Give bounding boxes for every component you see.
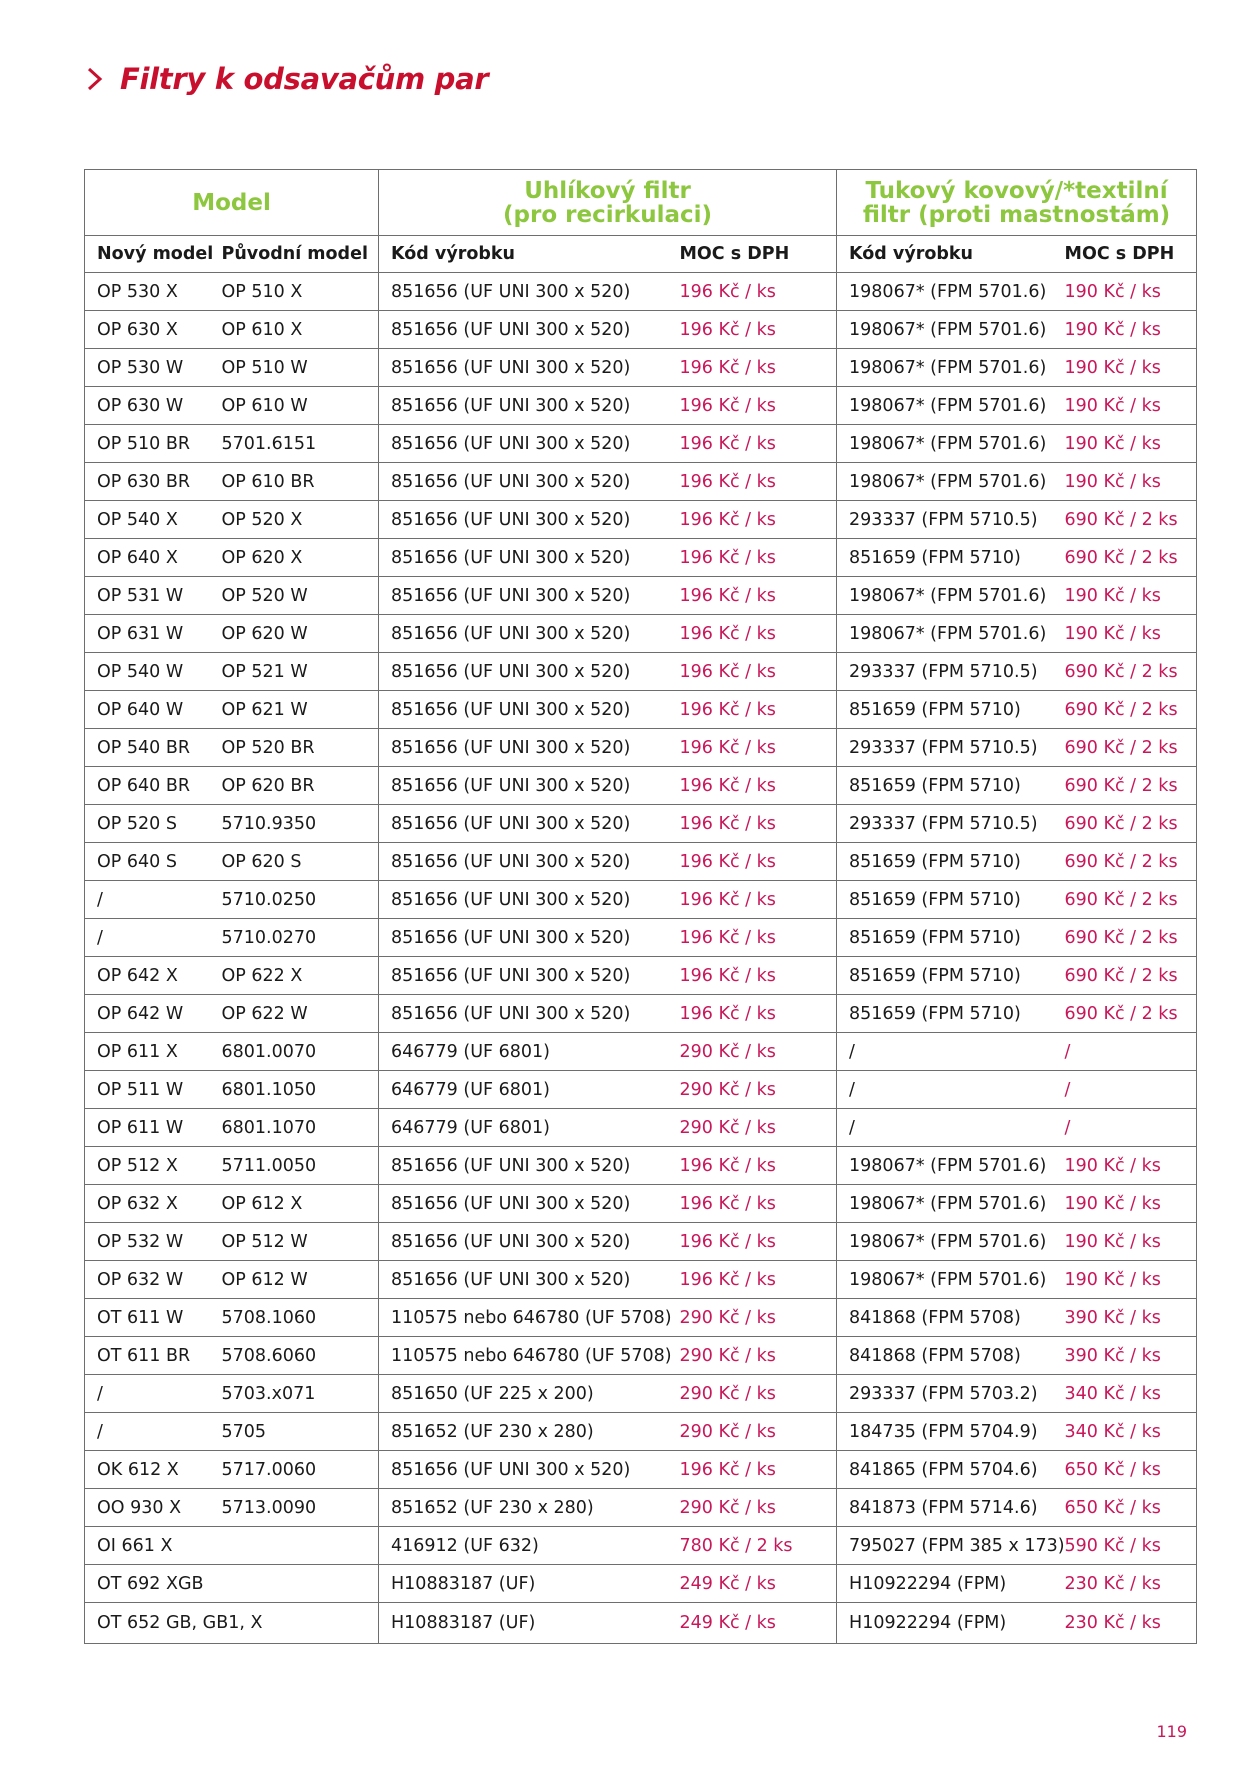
cell-grease-price: 190 Kč / ks bbox=[1065, 425, 1197, 463]
table-row bbox=[85, 1375, 1197, 1413]
cell-carbon-code: 851656 (UF UNI 300 x 520) bbox=[379, 729, 680, 767]
cell-new-model: OP 540 W bbox=[85, 653, 222, 691]
cell-grease-code: 293337 (FPM 5710.5) bbox=[837, 729, 1065, 767]
cell-grease-code: 851659 (FPM 5710) bbox=[837, 843, 1065, 881]
cell-carbon-code: 851656 (UF UNI 300 x 520) bbox=[379, 1223, 680, 1261]
table-row bbox=[85, 805, 1197, 843]
cell-grease-code: 851659 (FPM 5710) bbox=[837, 995, 1065, 1033]
cell-original-model: OP 622 W bbox=[222, 995, 379, 1033]
cell-carbon-code: 851656 (UF UNI 300 x 520) bbox=[379, 1261, 680, 1299]
cell-new-model: OP 642 X bbox=[85, 957, 222, 995]
cell-grease-code: 841868 (FPM 5708) bbox=[837, 1337, 1065, 1375]
cell-original-model: OP 612 W bbox=[222, 1261, 379, 1299]
cell-new-model: OP 630 X bbox=[85, 311, 222, 349]
cell-original-model: 5711.0050 bbox=[222, 1147, 379, 1185]
table-row bbox=[85, 995, 1197, 1033]
col-header-new-model: Nový model bbox=[85, 236, 222, 273]
cell-new-model: OO 930 X bbox=[85, 1489, 222, 1527]
table-row bbox=[85, 463, 1197, 501]
cell-original-model: OP 520 BR bbox=[222, 729, 379, 767]
cell-original-model: 5710.0250 bbox=[222, 881, 379, 919]
cell-grease-price: 190 Kč / ks bbox=[1065, 387, 1197, 425]
cell-grease-price: 190 Kč / ks bbox=[1065, 1261, 1197, 1299]
group-header-model: Model bbox=[85, 170, 379, 236]
cell-carbon-price: 196 Kč / ks bbox=[680, 767, 837, 805]
cell-carbon-price: 196 Kč / ks bbox=[680, 425, 837, 463]
cell-new-model: OT 611 W bbox=[85, 1299, 222, 1337]
cell-carbon-code: 851656 (UF UNI 300 x 520) bbox=[379, 995, 680, 1033]
cell-carbon-price: 196 Kč / ks bbox=[680, 919, 837, 957]
cell-carbon-price: 196 Kč / ks bbox=[680, 349, 837, 387]
cell-original-model: OP 622 X bbox=[222, 957, 379, 995]
table-row bbox=[85, 273, 1197, 311]
table-row bbox=[85, 1109, 1197, 1147]
cell-carbon-price: 196 Kč / ks bbox=[680, 1261, 837, 1299]
cell-carbon-code: 851656 (UF UNI 300 x 520) bbox=[379, 273, 680, 311]
table-row bbox=[85, 501, 1197, 539]
cell-carbon-price: 290 Kč / ks bbox=[680, 1109, 837, 1147]
cell-grease-price: 390 Kč / ks bbox=[1065, 1299, 1197, 1337]
cell-carbon-code: 851656 (UF UNI 300 x 520) bbox=[379, 539, 680, 577]
cell-new-model: OP 611 W bbox=[85, 1109, 222, 1147]
col-header-grease-price: MOC s DPH bbox=[1065, 236, 1197, 273]
table-row bbox=[85, 881, 1197, 919]
cell-carbon-code: 851656 (UF UNI 300 x 520) bbox=[379, 653, 680, 691]
cell-new-model: OP 540 X bbox=[85, 501, 222, 539]
cell-carbon-code: 851656 (UF UNI 300 x 520) bbox=[379, 691, 680, 729]
cell-carbon-code: 851656 (UF UNI 300 x 520) bbox=[379, 349, 680, 387]
cell-carbon-price: 196 Kč / ks bbox=[680, 1147, 837, 1185]
cell-original-model: OP 520 W bbox=[222, 577, 379, 615]
column-header-row bbox=[85, 236, 1197, 273]
cell-carbon-price: 290 Kč / ks bbox=[680, 1413, 837, 1451]
cell-carbon-price: 196 Kč / ks bbox=[680, 615, 837, 653]
cell-carbon-code: 851652 (UF 230 x 280) bbox=[379, 1413, 680, 1451]
table-row bbox=[85, 1071, 1197, 1109]
table-row bbox=[85, 767, 1197, 805]
cell-original-model: 6801.0070 bbox=[222, 1033, 379, 1071]
table-row bbox=[85, 349, 1197, 387]
cell-grease-price: 690 Kč / 2 ks bbox=[1065, 881, 1197, 919]
table-row bbox=[85, 919, 1197, 957]
table-row bbox=[85, 1033, 1197, 1071]
cell-carbon-code: 851656 (UF UNI 300 x 520) bbox=[379, 881, 680, 919]
cell-grease-code: 198067* (FPM 5701.6) bbox=[837, 615, 1065, 653]
table-row bbox=[85, 957, 1197, 995]
table-row bbox=[85, 729, 1197, 767]
table-row bbox=[85, 1337, 1197, 1375]
cell-carbon-price: 196 Kč / ks bbox=[680, 843, 837, 881]
cell-carbon-price: 196 Kč / ks bbox=[680, 501, 837, 539]
cell-carbon-code: H10883187 (UF) bbox=[379, 1603, 680, 1644]
cell-carbon-code: 416912 (UF 632) bbox=[379, 1527, 680, 1565]
cell-original-model bbox=[222, 1565, 379, 1603]
cell-carbon-code: 851656 (UF UNI 300 x 520) bbox=[379, 767, 680, 805]
table-row bbox=[85, 539, 1197, 577]
cell-original-model: OP 620 W bbox=[222, 615, 379, 653]
table-row bbox=[85, 1489, 1197, 1527]
table-row bbox=[85, 615, 1197, 653]
cell-grease-price: 690 Kč / 2 ks bbox=[1065, 691, 1197, 729]
col-header-original-model: Původní model bbox=[222, 236, 379, 273]
cell-carbon-code: 646779 (UF 6801) bbox=[379, 1109, 680, 1147]
cell-grease-price: 690 Kč / 2 ks bbox=[1065, 995, 1197, 1033]
cell-original-model: 5701.6151 bbox=[222, 425, 379, 463]
cell-original-model: 5710.0270 bbox=[222, 919, 379, 957]
cell-carbon-price: 249 Kč / ks bbox=[680, 1565, 837, 1603]
cell-original-model: 5705 bbox=[222, 1413, 379, 1451]
cell-grease-code: 851659 (FPM 5710) bbox=[837, 539, 1065, 577]
cell-carbon-code: 851656 (UF UNI 300 x 520) bbox=[379, 1147, 680, 1185]
cell-original-model: OP 510 W bbox=[222, 349, 379, 387]
cell-carbon-code: 851656 (UF UNI 300 x 520) bbox=[379, 1185, 680, 1223]
cell-grease-code: / bbox=[837, 1109, 1065, 1147]
cell-original-model bbox=[222, 1527, 379, 1565]
cell-grease-code: 841865 (FPM 5704.6) bbox=[837, 1451, 1065, 1489]
cell-carbon-price: 196 Kč / ks bbox=[680, 729, 837, 767]
table-row bbox=[85, 1147, 1197, 1185]
cell-original-model: 6801.1070 bbox=[222, 1109, 379, 1147]
cell-grease-price: 190 Kč / ks bbox=[1065, 615, 1197, 653]
cell-carbon-price: 196 Kč / ks bbox=[680, 1185, 837, 1223]
cell-new-model: OP 640 W bbox=[85, 691, 222, 729]
cell-new-model: OP 530 W bbox=[85, 349, 222, 387]
cell-grease-price: / bbox=[1065, 1033, 1197, 1071]
col-header-carbon-code: Kód výrobku bbox=[379, 236, 680, 273]
cell-original-model: OP 512 W bbox=[222, 1223, 379, 1261]
group-header-carbon-filter: Uhlíkový filtr (pro recirkulaci) bbox=[379, 170, 837, 236]
cell-grease-price: 190 Kč / ks bbox=[1065, 273, 1197, 311]
cell-original-model: 5710.9350 bbox=[222, 805, 379, 843]
cell-grease-code: 184735 (FPM 5704.9) bbox=[837, 1413, 1065, 1451]
table-row bbox=[85, 425, 1197, 463]
cell-grease-code: 851659 (FPM 5710) bbox=[837, 919, 1065, 957]
cell-grease-price: 190 Kč / ks bbox=[1065, 1223, 1197, 1261]
table-row bbox=[85, 387, 1197, 425]
col-header-carbon-price: MOC s DPH bbox=[680, 236, 837, 273]
cell-grease-code: 198067* (FPM 5701.6) bbox=[837, 349, 1065, 387]
cell-grease-price: 230 Kč / ks bbox=[1065, 1603, 1197, 1644]
cell-original-model: OP 610 W bbox=[222, 387, 379, 425]
cell-grease-code: 293337 (FPM 5710.5) bbox=[837, 805, 1065, 843]
cell-grease-price: 690 Kč / 2 ks bbox=[1065, 501, 1197, 539]
cell-grease-price: 190 Kč / ks bbox=[1065, 577, 1197, 615]
cell-carbon-price: 196 Kč / ks bbox=[680, 957, 837, 995]
table-row bbox=[85, 1261, 1197, 1299]
cell-carbon-code: 851650 (UF 225 x 200) bbox=[379, 1375, 680, 1413]
cell-carbon-price: 196 Kč / ks bbox=[680, 691, 837, 729]
cell-grease-code: 198067* (FPM 5701.6) bbox=[837, 1185, 1065, 1223]
cell-carbon-price: 196 Kč / ks bbox=[680, 995, 837, 1033]
cell-original-model: OP 620 X bbox=[222, 539, 379, 577]
cell-grease-code: 851659 (FPM 5710) bbox=[837, 957, 1065, 995]
cell-carbon-price: 196 Kč / ks bbox=[680, 805, 837, 843]
group-header-grease-filter: Tukový kovový/*textilní filtr (proti mastnostám) bbox=[837, 170, 1197, 236]
cell-grease-price: 690 Kč / 2 ks bbox=[1065, 653, 1197, 691]
cell-carbon-price: 196 Kč / ks bbox=[680, 387, 837, 425]
table-row bbox=[85, 843, 1197, 881]
table-row bbox=[85, 1565, 1197, 1603]
table-row bbox=[85, 653, 1197, 691]
cell-carbon-code: 851656 (UF UNI 300 x 520) bbox=[379, 843, 680, 881]
cell-new-model: OP 640 X bbox=[85, 539, 222, 577]
cell-carbon-price: 290 Kč / ks bbox=[680, 1071, 837, 1109]
cell-grease-code: / bbox=[837, 1033, 1065, 1071]
cell-carbon-price: 196 Kč / ks bbox=[680, 1451, 837, 1489]
cell-grease-price: 690 Kč / 2 ks bbox=[1065, 919, 1197, 957]
cell-new-model: OP 532 W bbox=[85, 1223, 222, 1261]
cell-new-model: OT 652 GB, GB1, X bbox=[85, 1603, 222, 1644]
cell-grease-price: 690 Kč / 2 ks bbox=[1065, 729, 1197, 767]
cell-carbon-price: 196 Kč / ks bbox=[680, 1223, 837, 1261]
cell-carbon-code: 110575 nebo 646780 (UF 5708) bbox=[379, 1299, 680, 1337]
cell-carbon-price: 196 Kč / ks bbox=[680, 463, 837, 501]
cell-grease-code: 198067* (FPM 5701.6) bbox=[837, 387, 1065, 425]
cell-new-model: OP 632 W bbox=[85, 1261, 222, 1299]
cell-carbon-code: 851656 (UF UNI 300 x 520) bbox=[379, 1451, 680, 1489]
cell-new-model: OP 511 W bbox=[85, 1071, 222, 1109]
cell-original-model: OP 620 S bbox=[222, 843, 379, 881]
cell-original-model: 5713.0090 bbox=[222, 1489, 379, 1527]
cell-carbon-code: 851656 (UF UNI 300 x 520) bbox=[379, 919, 680, 957]
cell-carbon-price: 290 Kč / ks bbox=[680, 1489, 837, 1527]
cell-new-model: / bbox=[85, 1413, 222, 1451]
cell-grease-code: 841868 (FPM 5708) bbox=[837, 1299, 1065, 1337]
cell-grease-price: 190 Kč / ks bbox=[1065, 1185, 1197, 1223]
cell-grease-price: 190 Kč / ks bbox=[1065, 349, 1197, 387]
cell-new-model: OP 642 W bbox=[85, 995, 222, 1033]
cell-grease-price: 190 Kč / ks bbox=[1065, 1147, 1197, 1185]
cell-new-model: OP 512 X bbox=[85, 1147, 222, 1185]
table-body bbox=[85, 273, 1197, 1644]
table-row bbox=[85, 1603, 1197, 1644]
cell-carbon-price: 196 Kč / ks bbox=[680, 653, 837, 691]
cell-grease-price: 590 Kč / ks bbox=[1065, 1527, 1197, 1565]
cell-grease-price: 690 Kč / 2 ks bbox=[1065, 957, 1197, 995]
cell-carbon-code: 851656 (UF UNI 300 x 520) bbox=[379, 501, 680, 539]
cell-grease-code: 198067* (FPM 5701.6) bbox=[837, 577, 1065, 615]
cell-grease-code: 293337 (FPM 5710.5) bbox=[837, 653, 1065, 691]
cell-original-model: OP 620 BR bbox=[222, 767, 379, 805]
cell-carbon-price: 196 Kč / ks bbox=[680, 273, 837, 311]
cell-grease-price: 690 Kč / 2 ks bbox=[1065, 539, 1197, 577]
cell-new-model: OP 640 S bbox=[85, 843, 222, 881]
cell-carbon-code: H10883187 (UF) bbox=[379, 1565, 680, 1603]
cell-grease-price: 690 Kč / 2 ks bbox=[1065, 805, 1197, 843]
cell-original-model: OP 610 X bbox=[222, 311, 379, 349]
cell-grease-code: 198067* (FPM 5701.6) bbox=[837, 425, 1065, 463]
cell-carbon-code: 851656 (UF UNI 300 x 520) bbox=[379, 311, 680, 349]
cell-new-model: OP 632 X bbox=[85, 1185, 222, 1223]
cell-new-model: OP 631 W bbox=[85, 615, 222, 653]
cell-carbon-price: 290 Kč / ks bbox=[680, 1033, 837, 1071]
cell-carbon-code: 646779 (UF 6801) bbox=[379, 1071, 680, 1109]
cell-grease-code: 795027 (FPM 385 x 173) bbox=[837, 1527, 1065, 1565]
table-row bbox=[85, 1185, 1197, 1223]
cell-new-model: OP 531 W bbox=[85, 577, 222, 615]
table-row bbox=[85, 577, 1197, 615]
cell-grease-code: 841873 (FPM 5714.6) bbox=[837, 1489, 1065, 1527]
cell-grease-price: 650 Kč / ks bbox=[1065, 1451, 1197, 1489]
cell-original-model: OP 510 X bbox=[222, 273, 379, 311]
cell-grease-price: 340 Kč / ks bbox=[1065, 1413, 1197, 1451]
table-row bbox=[85, 1527, 1197, 1565]
cell-new-model: OP 630 W bbox=[85, 387, 222, 425]
col-header-grease-code: Kód výrobku bbox=[837, 236, 1065, 273]
cell-carbon-price: 290 Kč / ks bbox=[680, 1337, 837, 1375]
cell-grease-code: 198067* (FPM 5701.6) bbox=[837, 463, 1065, 501]
cell-carbon-code: 646779 (UF 6801) bbox=[379, 1033, 680, 1071]
cell-grease-price: 190 Kč / ks bbox=[1065, 463, 1197, 501]
cell-carbon-price: 196 Kč / ks bbox=[680, 881, 837, 919]
cell-grease-price: 690 Kč / 2 ks bbox=[1065, 767, 1197, 805]
cell-carbon-code: 851656 (UF UNI 300 x 520) bbox=[379, 805, 680, 843]
cell-new-model: OT 692 XGB bbox=[85, 1565, 222, 1603]
cell-grease-code: H10922294 (FPM) bbox=[837, 1603, 1065, 1644]
chevron-right-icon bbox=[84, 66, 106, 92]
cell-carbon-code: 851652 (UF 230 x 280) bbox=[379, 1489, 680, 1527]
cell-new-model: / bbox=[85, 919, 222, 957]
cell-new-model: OP 611 X bbox=[85, 1033, 222, 1071]
cell-grease-price: 230 Kč / ks bbox=[1065, 1565, 1197, 1603]
cell-new-model: OI 661 X bbox=[85, 1527, 222, 1565]
table-row bbox=[85, 1413, 1197, 1451]
page-number: 119 bbox=[1156, 1722, 1187, 1741]
table-row bbox=[85, 311, 1197, 349]
cell-new-model: OK 612 X bbox=[85, 1451, 222, 1489]
cell-carbon-code: 851656 (UF UNI 300 x 520) bbox=[379, 463, 680, 501]
cell-original-model: OP 612 X bbox=[222, 1185, 379, 1223]
cell-new-model: OP 510 BR bbox=[85, 425, 222, 463]
cell-grease-code: 198067* (FPM 5701.6) bbox=[837, 273, 1065, 311]
cell-carbon-code: 851656 (UF UNI 300 x 520) bbox=[379, 387, 680, 425]
cell-new-model: OP 630 BR bbox=[85, 463, 222, 501]
cell-grease-code: 851659 (FPM 5710) bbox=[837, 691, 1065, 729]
cell-grease-price: 190 Kč / ks bbox=[1065, 311, 1197, 349]
cell-carbon-price: 780 Kč / 2 ks bbox=[680, 1527, 837, 1565]
cell-carbon-price: 290 Kč / ks bbox=[680, 1375, 837, 1413]
cell-original-model: OP 610 BR bbox=[222, 463, 379, 501]
cell-carbon-code: 851656 (UF UNI 300 x 520) bbox=[379, 957, 680, 995]
table-row bbox=[85, 1299, 1197, 1337]
cell-carbon-price: 196 Kč / ks bbox=[680, 311, 837, 349]
cell-original-model: OP 520 X bbox=[222, 501, 379, 539]
cell-grease-price: / bbox=[1065, 1071, 1197, 1109]
cell-grease-code: 851659 (FPM 5710) bbox=[837, 881, 1065, 919]
cell-grease-code: 198067* (FPM 5701.6) bbox=[837, 311, 1065, 349]
cell-carbon-code: 851656 (UF UNI 300 x 520) bbox=[379, 577, 680, 615]
cell-original-model: OP 521 W bbox=[222, 653, 379, 691]
table-row bbox=[85, 1223, 1197, 1261]
cell-new-model: OP 540 BR bbox=[85, 729, 222, 767]
cell-carbon-price: 290 Kč / ks bbox=[680, 1299, 837, 1337]
filter-table bbox=[84, 169, 1197, 1644]
cell-grease-code: 198067* (FPM 5701.6) bbox=[837, 1261, 1065, 1299]
cell-grease-code: H10922294 (FPM) bbox=[837, 1565, 1065, 1603]
cell-carbon-price: 249 Kč / ks bbox=[680, 1603, 837, 1644]
cell-new-model: / bbox=[85, 1375, 222, 1413]
cell-original-model: OP 621 W bbox=[222, 691, 379, 729]
cell-grease-code: 198067* (FPM 5701.6) bbox=[837, 1223, 1065, 1261]
cell-grease-code: 293337 (FPM 5703.2) bbox=[837, 1375, 1065, 1413]
table-row bbox=[85, 691, 1197, 729]
page-title bbox=[84, 62, 488, 96]
cell-grease-price: 690 Kč / 2 ks bbox=[1065, 843, 1197, 881]
cell-grease-code: / bbox=[837, 1071, 1065, 1109]
cell-carbon-price: 196 Kč / ks bbox=[680, 539, 837, 577]
page-title-text: Filtry k odsavačům par bbox=[120, 62, 489, 96]
cell-grease-code: 198067* (FPM 5701.6) bbox=[837, 1147, 1065, 1185]
cell-grease-price: 340 Kč / ks bbox=[1065, 1375, 1197, 1413]
cell-carbon-code: 110575 nebo 646780 (UF 5708) bbox=[379, 1337, 680, 1375]
cell-original-model: 6801.1050 bbox=[222, 1071, 379, 1109]
cell-grease-price: / bbox=[1065, 1109, 1197, 1147]
cell-original-model: 5703.x071 bbox=[222, 1375, 379, 1413]
cell-original-model: 5708.1060 bbox=[222, 1299, 379, 1337]
cell-new-model: / bbox=[85, 881, 222, 919]
cell-original-model: 5717.0060 bbox=[222, 1451, 379, 1489]
group-header-row bbox=[85, 170, 1197, 236]
cell-grease-code: 851659 (FPM 5710) bbox=[837, 767, 1065, 805]
cell-new-model: OT 611 BR bbox=[85, 1337, 222, 1375]
cell-new-model: OP 640 BR bbox=[85, 767, 222, 805]
cell-grease-code: 293337 (FPM 5710.5) bbox=[837, 501, 1065, 539]
cell-carbon-price: 196 Kč / ks bbox=[680, 577, 837, 615]
cell-carbon-code: 851656 (UF UNI 300 x 520) bbox=[379, 425, 680, 463]
cell-grease-price: 650 Kč / ks bbox=[1065, 1489, 1197, 1527]
cell-original-model: 5708.6060 bbox=[222, 1337, 379, 1375]
cell-carbon-code: 851656 (UF UNI 300 x 520) bbox=[379, 615, 680, 653]
cell-new-model: OP 530 X bbox=[85, 273, 222, 311]
table-row bbox=[85, 1451, 1197, 1489]
cell-new-model: OP 520 S bbox=[85, 805, 222, 843]
cell-grease-price: 390 Kč / ks bbox=[1065, 1337, 1197, 1375]
